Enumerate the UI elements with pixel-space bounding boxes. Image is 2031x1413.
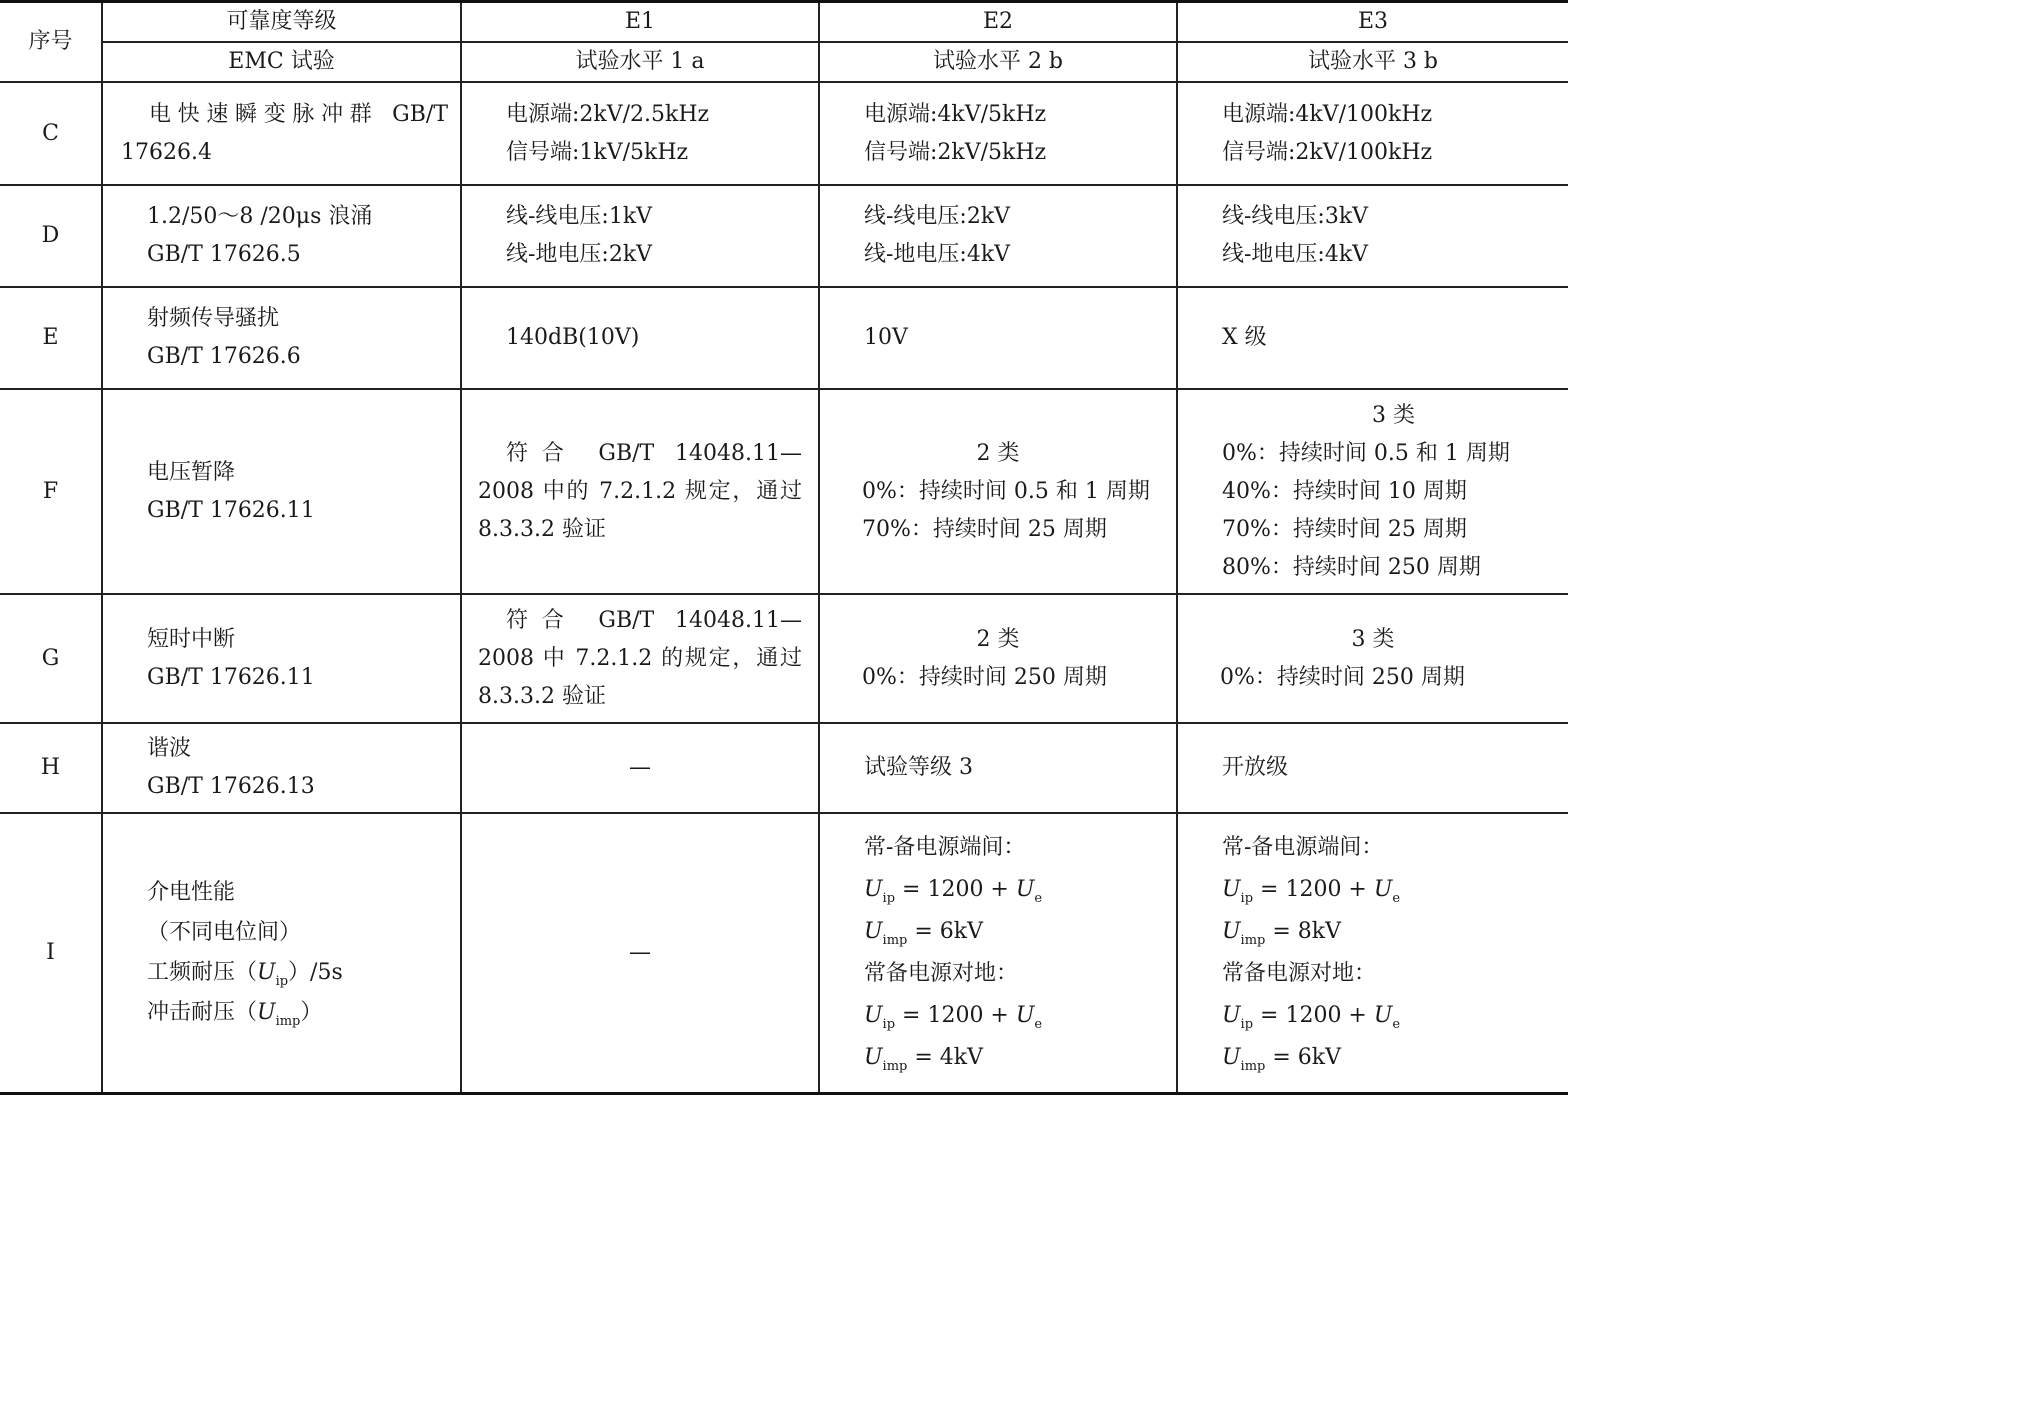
header-level-e2: E2 [819,2,1177,43]
cell-line: 线-地电压:4kV [1222,242,1369,267]
formula-uip: $U_{ip} = 1200 + U_e$ [864,1002,1043,1032]
cell-e1: 140dB(10V) [461,287,819,389]
formula-uip: $U_{ip} = 1200 + U_e$ [1222,876,1401,906]
cell-line: 0%：持续时间 250 周期 [862,664,1107,690]
table-row [0,82,1568,185]
test-line: 电压暂降 [147,459,236,485]
header-row-1 [0,2,1568,43]
table-row [0,723,1568,813]
header-test-level-e1: 试验水平 1 a [461,42,819,82]
test-name [102,594,461,723]
class-label: 3 类 [1351,626,1395,652]
cell-line: 信号端:1kV/5kHz [506,139,689,165]
cell-e3 [1177,813,1568,1093]
class-label: 2 类 [976,626,1020,652]
section-line: 常-备电源端间： [1222,834,1384,860]
header-seq: 序号 [0,2,102,83]
header-reliability-level: 可靠度等级 [102,2,461,43]
cell-e1: 符合 GB/T 14048.11—2008 中 7.2.1.2 的规定，通过 8.3.3.2 验证 [461,594,819,723]
cell-e3 [1177,82,1568,185]
table-row [0,594,1568,723]
cell-line: 0%：持续时间 250 周期 [1220,664,1465,690]
cell-e2 [819,594,1177,723]
cell-e2 [819,185,1177,287]
test-line: GB/T 17626.13 [147,774,315,799]
header-level-e1: E1 [461,2,819,43]
class-label: 3 类 [1372,402,1415,428]
row-id: E [0,287,102,389]
test-line: （不同电位间） [147,919,302,945]
header-row-2 [0,42,1568,82]
cell-line: 电源端:4kV/100kHz [1222,101,1433,127]
cell-e1 [461,82,819,185]
cell-line: 40%：持续时间 10 周期 [1222,478,1467,504]
header-level-e3: E3 [1177,2,1568,43]
cell-e3 [1177,594,1568,723]
formula-uip: $U_{ip} = 1200 + U_e$ [1222,1002,1401,1032]
cell-e2 [819,389,1177,594]
test-line: GB/T 17626.6 [147,344,301,369]
cell-line: 电源端:4kV/5kHz [864,101,1047,127]
test-line-uip: 工频耐压$(U_{ip})/5s$ [147,959,343,989]
header-emc-test: EMC 试验 [102,42,461,82]
test-line: 1.2/50～8 /20μs 浪涌 [147,204,373,229]
cell-line: 线-地电压:2kV [506,242,653,267]
test-line: 谐波 [147,736,192,761]
section-line: 常备电源对地： [864,960,1019,986]
row-id: H [0,723,102,813]
cell-line: 电源端:2kV/2.5kHz [506,101,710,127]
table-row [0,813,1568,1093]
test-line: 射频传导骚扰 [147,306,280,331]
table-row [0,389,1568,594]
formula-uimp: $U_{imp} = 6kV$ [864,918,983,948]
cell-e2: 10V [819,287,1177,389]
cell-e3: X 级 [1177,287,1568,389]
header-test-level-e3: 试验水平 3 b [1177,42,1568,82]
cell-line: 线-地电压:4kV [864,242,1011,267]
formula-uimp: $U_{imp} = 6kV$ [1222,1044,1341,1074]
row-id: I [0,813,102,1093]
test-name [102,185,461,287]
section-line: 常备电源对地： [1222,960,1377,986]
cell-e1: — [461,813,819,1093]
cell-line: 0%：持续时间 0.5 和 1 周期 [1222,440,1510,466]
cell-e1: — [461,723,819,813]
row-id: D [0,185,102,287]
table-row [0,185,1568,287]
formula-uip: $U_{ip} = 1200 + U_e$ [864,876,1043,906]
row-id: G [0,594,102,723]
cell-e1 [461,185,819,287]
cell-e2: 试验等级 3 [819,723,1177,813]
cell-line: 70%：持续时间 25 周期 [862,516,1107,542]
test-line: 介电性能 [147,879,236,905]
formula-uimp: $U_{imp} = 4kV$ [864,1044,983,1074]
test-line: GB/T 17626.11 [147,497,315,523]
test-name [102,389,461,594]
formula-uimp: $U_{imp} = 8kV$ [1222,918,1341,948]
test-line: 短时中断 [147,626,236,652]
header-test-level-e2: 试验水平 2 b [819,42,1177,82]
test-name [102,723,461,813]
cell-line: 线-线电压:3kV [1222,204,1369,229]
test-name [102,287,461,389]
cell-line: 线-线电压:2kV [864,204,1011,229]
cell-e3 [1177,185,1568,287]
test-line: GB/T 17626.11 [147,664,315,690]
test-name [102,813,461,1093]
cell-line: 信号端:2kV/5kHz [864,139,1047,165]
cell-e3: 开放级 [1177,723,1568,813]
table-row [0,287,1568,389]
section-line: 常-备电源端间： [864,834,1026,860]
cell-line: 线-线电压:1kV [506,204,653,229]
test-line-uimp: 冲击耐压$(U_{imp})$ [147,999,323,1029]
cell-line: 0%：持续时间 0.5 和 1 周期 [862,478,1150,504]
cell-e1: 符合 GB/T 14048.11—2008 中的 7.2.1.2 规定，通过 8.3.3.2 验证 [461,389,819,594]
cell-e3 [1177,389,1568,594]
cell-e2 [819,82,1177,185]
row-id: F [0,389,102,594]
cell-e2 [819,813,1177,1093]
cell-line: 信号端:2kV/100kHz [1222,139,1433,165]
cell-line: 70%：持续时间 25 周期 [1222,516,1467,542]
test-name: 电快速瞬变脉冲群 GB/T 17626.4 [102,82,461,185]
cell-line: 80%：持续时间 250 周期 [1222,554,1481,580]
class-label: 2 类 [976,440,1020,466]
row-id: C [0,82,102,185]
test-line: GB/T 17626.5 [147,242,301,267]
